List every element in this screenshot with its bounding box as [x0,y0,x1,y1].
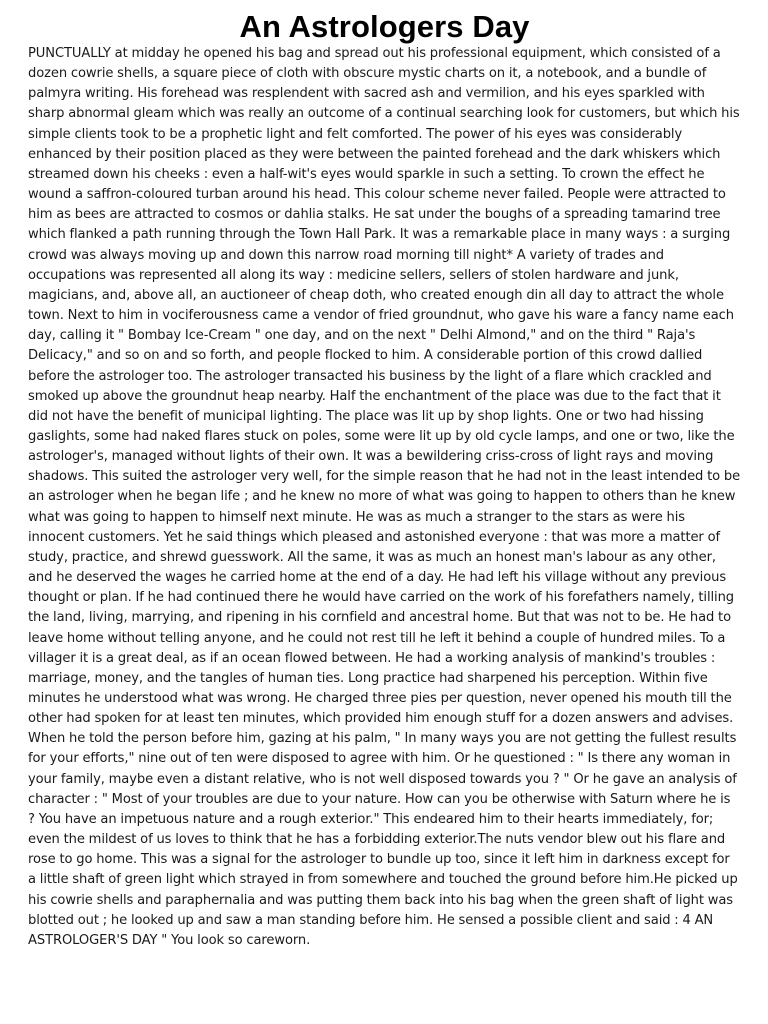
document-body-paragraph: PUNCTUALLY at midday he opened his bag and spread out his professional equipment, which consisted of a dozen cowrie shells, a square piece of cloth with obscure mystic charts on it, a notebook, and a bundle of palmyra writing. His forehead was resplendent with sacred ash and vermilion, and his eyes sparkled with sharp abnormal gleam which was really an outcome of a continual searching look for customers, but which his simple clients took to be a prophetic light and felt comforted. The power of his eyes was considerably enhanced by their position placed as they were between the painted forehead and the dark whiskers which streamed down his cheeks : even a half-wit's eyes would sparkle in such a setting. To crown the effect he wound a saffron-coloured turban around his head. This colour scheme never failed. People were attracted to him as bees are attracted to cosmos or dahlia stalks. He sat under the boughs of a spreading tamarind tree which flanked a path running through the Town Hall Park. It was a remarkable place in many ways : a surging crowd was always moving up and down this narrow road morning till night* A variety of trades and occupations was represented all along its way : medicine sellers, sellers of stolen hardware and junk, magicians, and, above all, an auctioneer of cheap doth, who created enough din all day to attract the whole town. Next to him in vociferousness came a vendor of fried groundnut, who gave his ware a fancy name each day, calling it " Bombay Ice-Cream " one day, and on the next " Delhi Almond," and on the third " Raja's Delicacy," and so on and so forth, and people flocked to him. A considerable portion of this crowd dallied before the astrologer too. The astrologer transacted his business by the light of a flare which crackled and smoked up above the groundnut heap nearby. Half the enchantment of the place was due to the fact that it did not have the benefit of municipal lighting. The place was lit up by shop lights. One or two had hissing gaslights, some had naked flares stuck on poles, some were lit up by old cycle lamps, and one or two, like the astrologer's, managed without lights of their own. It was a bewildering criss-cross of light rays and moving shadows. This suited the astrologer very well, for the simple reason that he had not in the least intended to be an astrologer when he began life ; and he knew no more of what was going to happen to others than he knew what was going to happen to himself next minute. He was as much a stranger to the stars as were his innocent customers. Yet he said things which pleased and astonished everyone : that was more a matter of study, practice, and shrewd guesswork. All the same, it was as much an honest man's labour as any other, and he deserved the wages he carried home at the end of a day. He had left his village without any previous thought or plan. If he had continued there he would have carried on the work of his forefathers namely, tilling the land, living, marrying, and ripening in his cornfield and ancestral home. But that was not to be. He had to leave home without telling anyone, and he could not rest till he left it behind a couple of hundred miles. To a villager it is a great deal, as if an ocean flowed between. He had a working analysis of mankind's troubles : marriage, money, and the tangles of human ties. Long practice had sharpened his perception. Within five minutes he understood what was wrong. He charged three pies per question, never opened his mouth till the other had spoken for at least ten minutes, which provided him enough stuff for a dozen answers and advises. When he told the person before him, gazing at his palm, " In many ways you are not getting the fullest results for your efforts," nine out of ten were disposed to agree with him. Or he questioned : " Is there any woman in your family, maybe even a distant relative, who is not well disposed towards you ? " Or he gave an analysis of character : " Most of your troubles are due to your nature. How can you be otherwise with Saturn where he is ? You have an impetuous nature and a rough exterior." This endeared him to their hearts immediately, for; even the mildest of us loves to think that he has a forbidding exterior.The nuts vendor blew out his flare and rose to go home. This was a signal for the astrologer to bundle up too, since it left him in darkness except for a little shaft of green light which strayed in from somewhere and touched the ground before him.He picked up his cowrie shells and paraphernalia and was putting them back into his bag when the green shaft of light was blotted out ; he looked up and saw a man standing before him. He sensed a possible client and said : 4 AN ASTROLOGER'S DAY " You look so careworn. [28,46,741,948]
document-title: An Astrologers Day [239,9,530,44]
